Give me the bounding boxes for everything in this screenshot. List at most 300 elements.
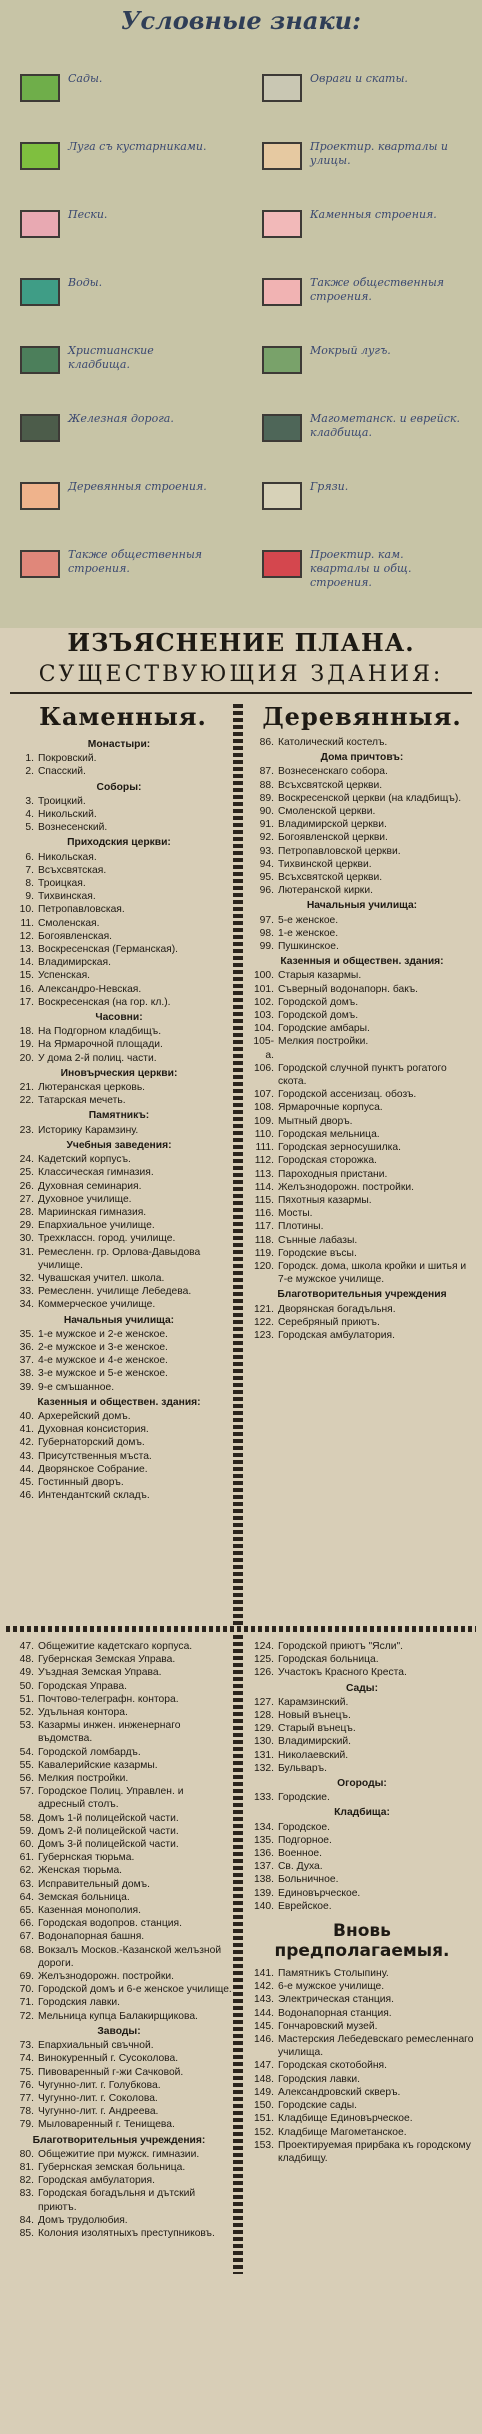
section-heading: Начальныя училища: — [63, 1314, 175, 1326]
item-number: 3. — [25, 795, 34, 807]
list-item — [246, 1207, 478, 1220]
item-text: Бульваръ. — [278, 1762, 327, 1774]
item-text: Городской домъ и 6-е женское училище. — [38, 1984, 232, 1996]
item-number: 34. — [19, 1299, 34, 1311]
item-number: 136. — [253, 1848, 274, 1860]
item-number: 77. — [19, 2092, 34, 2104]
list-item — [246, 996, 478, 1009]
list-item — [246, 969, 478, 982]
section-heading: Монастыри: — [87, 739, 151, 750]
item-text: Городской домъ. — [278, 996, 359, 1008]
list-item — [246, 1115, 478, 1128]
item-number: 6. — [25, 851, 34, 863]
list-item — [246, 1709, 478, 1722]
item-text: Городское. — [278, 1821, 330, 1833]
legend-label: Проектир. кварталы и улицы. — [310, 140, 448, 167]
list-item — [246, 818, 478, 831]
list-item — [6, 969, 232, 982]
item-text: Владимирский. — [278, 1736, 351, 1748]
item-number: 16. — [19, 983, 34, 995]
list-item — [246, 1653, 478, 1666]
list-item — [6, 1653, 232, 1666]
list-item — [246, 1749, 478, 1762]
list-item — [6, 1851, 232, 1864]
list-item — [6, 1124, 232, 1137]
item-number: 139. — [253, 1887, 274, 1899]
list-item — [6, 2052, 232, 2065]
item-number: 7. — [25, 864, 34, 876]
legend-item — [262, 206, 472, 246]
list-item — [246, 1303, 478, 1316]
item-number: 2. — [25, 766, 34, 778]
list-item — [246, 1735, 478, 1748]
item-text: Пароходныя пристани. — [278, 1168, 388, 1180]
list-item — [246, 1993, 478, 2006]
legend-swatch — [20, 210, 60, 238]
list-item — [6, 1450, 232, 1463]
legend-item — [20, 546, 230, 586]
item-number: 108. — [253, 1102, 274, 1114]
list-item — [6, 2214, 232, 2227]
list-item — [6, 1996, 232, 2009]
item-number: 23. — [19, 1124, 34, 1136]
list-item — [6, 1094, 232, 1107]
item-number: 47. — [19, 1641, 34, 1652]
item-text: Ярмарочные корпуса. — [278, 1102, 383, 1114]
item-text: Городския лавки. — [278, 2073, 361, 2085]
list-item — [246, 1141, 478, 1154]
item-text: Городские амбары. — [278, 1023, 370, 1035]
item-text: Кавалерийские казармы. — [38, 1759, 158, 1771]
list-item — [6, 1719, 232, 1745]
list-item — [246, 1088, 478, 1101]
item-number: 42. — [19, 1437, 34, 1449]
item-number: 11. — [20, 917, 34, 929]
stone-buildings-list — [6, 736, 232, 1502]
item-text: Земская больница. — [38, 1891, 130, 1903]
item-number: 30. — [19, 1233, 34, 1245]
list-item — [246, 1640, 478, 1653]
item-text: Всъхсвятской церкви. — [278, 872, 383, 884]
list-item — [246, 1194, 478, 1207]
item-number: 98. — [259, 927, 274, 939]
item-text: Епархиальный свъчной. — [38, 2040, 154, 2052]
item-text: Пивоваренный г-жи Сачковой. — [38, 2066, 184, 2078]
list-item — [6, 2227, 232, 2240]
list-item — [246, 1220, 478, 1233]
item-text: Дворянское Собрание. — [38, 1463, 148, 1475]
item-text: Вокзалъ Москов.-Казанской желъзной дороги. — [38, 1944, 222, 1969]
item-text: Мариинская гимназия. — [38, 1206, 147, 1218]
item-number: 129. — [253, 1723, 274, 1735]
list-item — [6, 2079, 232, 2092]
list-item — [6, 765, 232, 778]
item-text: Городская больница. — [278, 1654, 379, 1666]
item-number: 99. — [259, 941, 274, 953]
item-text: 6-е мужское училище. — [278, 1981, 385, 1993]
item-text: Тихвинской церкви. — [278, 858, 372, 870]
item-number: 84. — [19, 2214, 34, 2226]
list-item — [6, 943, 232, 956]
item-text: Смоленской церкви. — [278, 806, 376, 818]
item-number: 101. — [253, 983, 274, 995]
item-text: Военное. — [278, 1848, 323, 1860]
item-number: 20. — [19, 1052, 34, 1064]
item-number: 15. — [19, 970, 34, 982]
item-number: 50. — [19, 1680, 34, 1692]
item-number: 107. — [253, 1089, 274, 1101]
legend-swatch — [20, 278, 60, 306]
item-text: Городская скотобойня. — [278, 2060, 387, 2072]
item-number: 118. — [254, 1234, 274, 1246]
legend-label: Воды. — [68, 276, 103, 289]
item-text: Всъхсвятской церкви. — [278, 779, 383, 791]
plan-title: ИЗЪЯСНЕНИЕ ПЛАНА. — [67, 628, 415, 657]
item-number: 112. — [254, 1155, 274, 1167]
item-number: 49. — [19, 1667, 34, 1679]
item-number: 74. — [19, 2053, 34, 2065]
item-text: Водонапорная станция. — [278, 2007, 392, 2019]
item-text: Городская сторожка. — [278, 1155, 377, 1167]
item-number: 27. — [19, 1193, 34, 1205]
list-item — [6, 1838, 232, 1851]
item-number: 83. — [19, 2188, 34, 2200]
item-number: 8. — [25, 878, 34, 890]
item-number: 76. — [19, 2079, 34, 2091]
item-text: Городск. дома, школа кройки и шитья и 7-е мужское училище. — [278, 1260, 467, 1286]
item-text: 5-е женское. — [278, 914, 339, 926]
item-text: Женская тюрьма. — [38, 1865, 123, 1877]
item-text: Духовная консистория. — [38, 1424, 149, 1436]
item-number: 133. — [253, 1792, 274, 1804]
list-item — [6, 1341, 232, 1354]
item-text: У дома 2-й полиц. части. — [38, 1052, 157, 1064]
legend-item — [262, 478, 472, 518]
item-text: Карамзинский. — [278, 1696, 349, 1708]
list-item — [246, 1022, 478, 1035]
list-item — [6, 1706, 232, 1719]
list-item — [246, 2007, 478, 2020]
item-text: Присутственныя мъста. — [38, 1450, 152, 1462]
legend-label: Пески. — [68, 208, 108, 221]
wood-buildings-list — [246, 736, 478, 1342]
legend-swatch — [262, 210, 302, 238]
list-item — [6, 1285, 232, 1298]
item-number: 152. — [253, 2126, 274, 2138]
legend-label: Магометанск. и еврейск. кладбища. — [310, 412, 460, 439]
list-item — [246, 871, 478, 884]
item-text: Старый вънецъ. — [278, 1723, 356, 1735]
item-text: Троицкая. — [38, 878, 86, 890]
list-item — [6, 2161, 232, 2174]
item-number: 55. — [19, 1759, 34, 1771]
item-text: Губернская Земская Управа. — [38, 1654, 176, 1666]
right-column-continued — [246, 1640, 478, 2165]
item-number: 124. — [253, 1641, 274, 1652]
item-text: Трехклассн. город. училище. — [38, 1233, 176, 1245]
list-item — [6, 1038, 232, 1051]
item-text: Мелкия постройки. — [38, 1773, 129, 1785]
list-item — [246, 1873, 478, 1886]
list-item — [246, 2112, 478, 2125]
item-text: Городская мельница. — [278, 1128, 380, 1140]
item-text: 4-е мужское и 4-е женское. — [38, 1355, 168, 1367]
legend-swatch — [20, 482, 60, 510]
list-item — [246, 1101, 478, 1114]
list-item — [6, 1917, 232, 1930]
item-number: 137. — [253, 1861, 274, 1873]
legend-label: Грязи. — [310, 480, 349, 493]
legend-swatch — [262, 142, 302, 170]
item-text: Вознесенский. — [38, 822, 108, 834]
list-item — [6, 1272, 232, 1285]
item-number: 141. — [253, 1968, 274, 1980]
list-item — [246, 765, 478, 778]
item-text: Николаевский. — [278, 1749, 349, 1761]
item-number: 148. — [253, 2073, 274, 2085]
list-item — [246, 927, 478, 940]
list-item — [6, 1680, 232, 1693]
item-number: 128. — [253, 1710, 274, 1722]
item-number: 29. — [19, 1220, 34, 1232]
legend-label: Деревянныя строения. — [68, 480, 207, 493]
list-item — [246, 831, 478, 844]
item-text: 2-е мужское и 3-е женское. — [38, 1341, 168, 1353]
list-item — [6, 1232, 232, 1245]
item-text: Воскресенской церкви (на кладбищъ). — [278, 792, 462, 804]
item-number: 150. — [253, 2100, 274, 2112]
section-heading: Сады: — [345, 1682, 379, 1694]
list-item — [246, 1247, 478, 1260]
legend-item — [20, 410, 230, 450]
list-item — [246, 1009, 478, 1022]
item-text: Покровский. — [38, 753, 97, 765]
list-item — [6, 1166, 232, 1179]
list-item — [6, 917, 232, 930]
item-number: 69. — [19, 1971, 34, 1983]
item-number: 51. — [19, 1693, 34, 1705]
legend-swatch — [20, 142, 60, 170]
item-text: Удъльная контора. — [38, 1707, 128, 1719]
item-text: На Ярмарочной площади. — [38, 1039, 163, 1051]
item-number: 54. — [19, 1746, 34, 1758]
item-text: Кадетский корпусъ. — [38, 1154, 131, 1166]
legend-item — [20, 70, 230, 110]
item-number: 56. — [19, 1773, 34, 1785]
item-number: 25. — [19, 1167, 34, 1179]
item-text: Мытный дворъ. — [278, 1115, 353, 1127]
item-text: Больничное. — [278, 1874, 339, 1886]
legend-swatch — [20, 550, 60, 578]
gardens-cemeteries-list — [246, 1640, 478, 1913]
plan-subtitle: СУЩЕСТВУЮЩИЯ ЗДАНИЯ: — [38, 662, 444, 687]
section-heading: Казенныя и обществен. здания: — [37, 1396, 201, 1408]
item-number: 18. — [19, 1026, 34, 1038]
list-item — [6, 2118, 232, 2131]
item-text: Подгорное. — [278, 1834, 332, 1846]
item-number: 104. — [253, 1023, 274, 1035]
section-heading: Начальныя училища: — [306, 900, 418, 912]
item-number: 67. — [19, 1931, 34, 1943]
item-number: 5. — [25, 822, 34, 834]
list-item — [6, 1864, 232, 1877]
item-text: Александровский скверъ. — [278, 2086, 401, 2098]
item-number: 58. — [19, 1812, 34, 1824]
item-number: 96. — [259, 885, 274, 897]
legend-label: Луга съ кустарниками. — [68, 140, 207, 153]
list-item — [246, 1666, 478, 1679]
item-text: Городские сады. — [278, 2100, 357, 2112]
legend-item — [262, 410, 472, 450]
item-number: 37. — [19, 1355, 34, 1367]
legend-title: Условные знаки: — [121, 6, 361, 35]
list-item — [6, 1944, 232, 1970]
item-number: 142. — [253, 1981, 274, 1993]
stone-column-header: Каменныя. — [39, 702, 207, 731]
item-text: Серебряный приютъ. — [278, 1316, 380, 1328]
item-text: Проектируемая прирбака къ городскому кладбищу. — [278, 2139, 471, 2164]
item-text: Городская амбулатория. — [278, 1329, 395, 1341]
item-text: Губернская земская больница. — [38, 2161, 186, 2173]
item-text: Городская амбулатория. — [38, 2175, 155, 2187]
item-text: Спасский. — [38, 766, 86, 778]
item-number: 116. — [254, 1208, 274, 1220]
section-heading: Казенныя и обществен. здания: — [280, 956, 444, 968]
item-number: 36. — [19, 1341, 34, 1353]
item-number: 86. — [259, 737, 274, 748]
item-number: 21. — [19, 1082, 34, 1094]
legend-swatch — [262, 346, 302, 374]
list-item — [246, 983, 478, 996]
item-number: 4. — [25, 809, 34, 821]
list-item — [246, 2059, 478, 2072]
item-number: 66. — [19, 1918, 34, 1930]
list-item — [6, 2010, 232, 2023]
section-heading: Соборы: — [96, 781, 142, 793]
item-number: 117. — [254, 1221, 274, 1233]
item-number: 75. — [19, 2066, 34, 2078]
list-item — [6, 1246, 232, 1272]
item-number: 105-а. — [253, 1036, 274, 1061]
item-number: 28. — [19, 1206, 34, 1218]
item-number: 113. — [254, 1168, 274, 1180]
item-number: 43. — [19, 1450, 34, 1462]
item-number: 53. — [19, 1720, 34, 1732]
item-number: 93. — [259, 845, 274, 857]
legend-swatch — [20, 74, 60, 102]
item-text: Александро-Невская. — [38, 983, 142, 995]
item-number: 123. — [253, 1329, 274, 1341]
item-text: Домъ 3-й полицейской части. — [38, 1839, 179, 1851]
item-text: Духовная семинария. — [38, 1180, 142, 1192]
item-text: 3-е мужское и 5-е женское. — [38, 1368, 168, 1380]
item-number: 114. — [254, 1181, 274, 1193]
list-item — [6, 752, 232, 765]
list-item — [6, 851, 232, 864]
list-item — [6, 903, 232, 916]
item-number: 81. — [19, 2161, 34, 2173]
list-item — [246, 1260, 478, 1286]
item-number: 126. — [253, 1667, 274, 1679]
item-text: Гостинный дворъ. — [38, 1476, 124, 1488]
item-number: 59. — [19, 1825, 34, 1837]
item-text: Электрическая станция. — [278, 1994, 394, 2006]
item-text: Владимирская. — [38, 957, 111, 969]
section-heading: Заводы: — [97, 2025, 141, 2037]
item-number: 143. — [253, 1994, 274, 2006]
legend-label: Также общественныя строения. — [310, 276, 445, 303]
item-text: Чугунно-лит. г. Соколова. — [38, 2092, 158, 2104]
item-text: Домъ трудолюбия. — [38, 2214, 128, 2226]
list-item — [6, 1746, 232, 1759]
item-text: Петропавловской церкви. — [278, 845, 401, 857]
legend-label: Сады. — [68, 72, 103, 85]
list-item — [246, 805, 478, 818]
list-item — [6, 1206, 232, 1219]
legend-swatch — [20, 414, 60, 442]
list-item — [6, 2105, 232, 2118]
item-text: Сънные лабазы. — [278, 1234, 358, 1246]
item-text: Водонапорная башня. — [38, 1931, 145, 1943]
item-number: 44. — [19, 1463, 34, 1475]
item-number: 146. — [253, 2034, 274, 2046]
item-number: 149. — [253, 2086, 274, 2098]
list-item — [6, 2039, 232, 2052]
item-text: Колония изолятныхъ преступниковъ. — [38, 2227, 215, 2239]
list-item — [6, 1367, 232, 1380]
list-item — [6, 795, 232, 808]
item-number: 145. — [253, 2020, 274, 2032]
item-text: Всъхсвятская. — [38, 864, 107, 876]
chain-cross-divider — [6, 1626, 476, 1632]
list-item — [6, 956, 232, 969]
list-item — [6, 983, 232, 996]
list-item — [6, 890, 232, 903]
item-text: Ремесленн. гр. Орлова-Давыдова училище. — [38, 1246, 201, 1271]
item-number: 115. — [254, 1194, 274, 1206]
item-text: Общежитие кадетскаго корпуса. — [38, 1641, 193, 1652]
list-item — [246, 1980, 478, 1993]
item-text: Городская зерносушилка. — [278, 1142, 401, 1154]
item-text: Владимирской церкви. — [278, 819, 387, 831]
list-item — [246, 1887, 478, 1900]
item-text: Единовърческое. — [278, 1887, 361, 1899]
list-item — [246, 1860, 478, 1873]
item-number: 120. — [253, 1260, 274, 1272]
item-number: 100. — [253, 970, 274, 982]
item-number: 63. — [19, 1878, 34, 1890]
item-number: 46. — [19, 1490, 34, 1502]
item-text: Городской ломбардъ. — [38, 1746, 141, 1758]
item-number: 78. — [19, 2106, 34, 2118]
list-item — [246, 1062, 478, 1088]
item-number: 151. — [253, 2113, 274, 2125]
item-text: Съверный водонапорн. бакъ. — [278, 983, 419, 995]
item-text: 1-е мужское и 2-е женское. — [38, 1328, 168, 1340]
list-item — [6, 1772, 232, 1785]
item-number: 35. — [19, 1328, 34, 1340]
item-number: 72. — [19, 2010, 34, 2022]
legend-item — [20, 138, 230, 178]
item-number: 73. — [19, 2040, 34, 2052]
item-number: 131. — [253, 1749, 274, 1761]
item-text: Мастерския Лебедевскаго ремесленнаго училища. — [278, 2034, 474, 2059]
list-item — [6, 1785, 232, 1811]
list-item — [6, 1476, 232, 1489]
item-number: 92. — [259, 832, 274, 844]
list-item — [246, 1900, 478, 1913]
item-text: Католический костелъ. — [278, 737, 388, 748]
